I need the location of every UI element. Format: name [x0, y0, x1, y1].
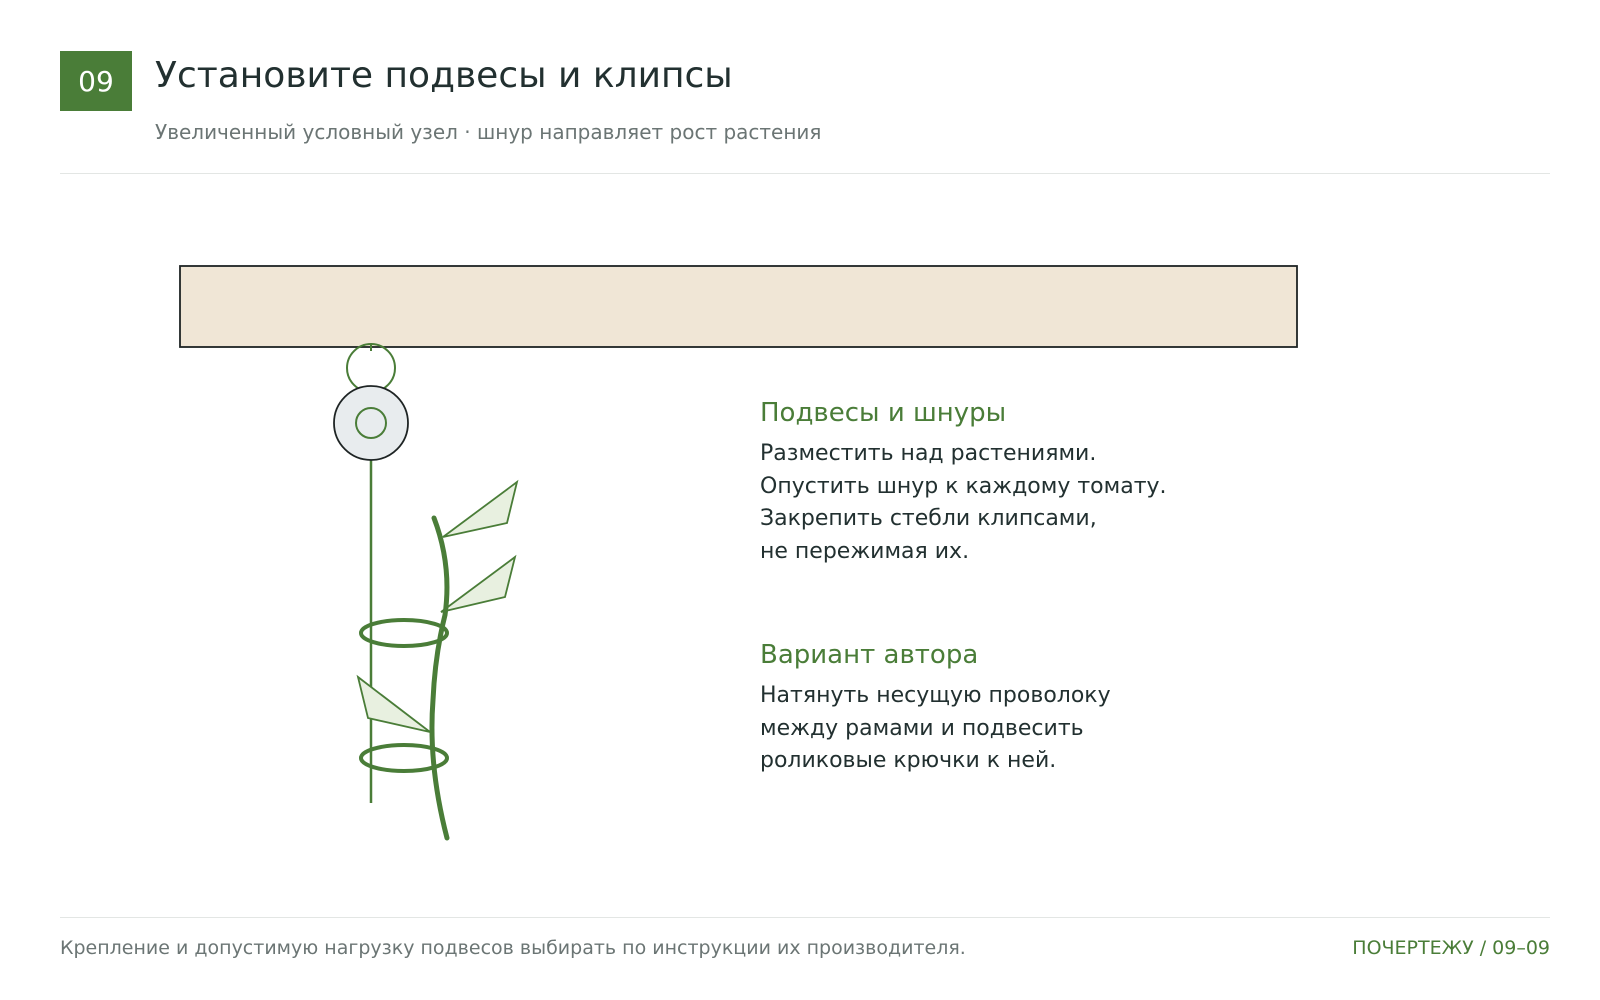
page-subtitle: Увеличенный условный узел · шнур направляет рост растения	[155, 120, 822, 144]
section-line: не пережимая их.	[760, 538, 970, 564]
section-heading-hangers: Подвесы и шнуры	[760, 398, 1007, 428]
footer-divider	[60, 917, 1550, 918]
footer-note: Крепление и допустимую нагрузку подвесов выбирать по инструкции их производителя.	[60, 937, 966, 959]
section-heading-author-variant: Вариант автора	[760, 640, 979, 670]
step-number-badge: 09	[60, 51, 132, 111]
section-line: Натянуть несущую проволоку	[760, 683, 1111, 708]
tomato-stem	[432, 518, 447, 838]
section-line: Разместить над растениями.	[760, 441, 1097, 466]
overhead-beam	[180, 266, 1297, 347]
page-title: Установите подвесы и клипсы	[155, 55, 733, 96]
stem-clip-icon	[361, 620, 447, 646]
hook-icon	[347, 344, 395, 392]
section-body-hangers	[760, 438, 1167, 568]
leaf-icon	[358, 677, 430, 732]
section-line: Закрепить стебли клипсами,	[760, 506, 1097, 531]
section-line: между рамами и подвесить	[760, 715, 1084, 741]
section-body-author-variant	[760, 680, 1111, 778]
leaf-icon	[441, 557, 515, 612]
leaf-icon	[443, 482, 517, 537]
roller-hook-icon	[334, 386, 408, 460]
section-line: Опустить шнур к каждому томату.	[760, 473, 1167, 499]
drawing-reference: ПОЧЕРТЕЖУ / 09–09	[1352, 937, 1550, 959]
section-line: роликовые крючки к ней.	[760, 748, 1057, 773]
